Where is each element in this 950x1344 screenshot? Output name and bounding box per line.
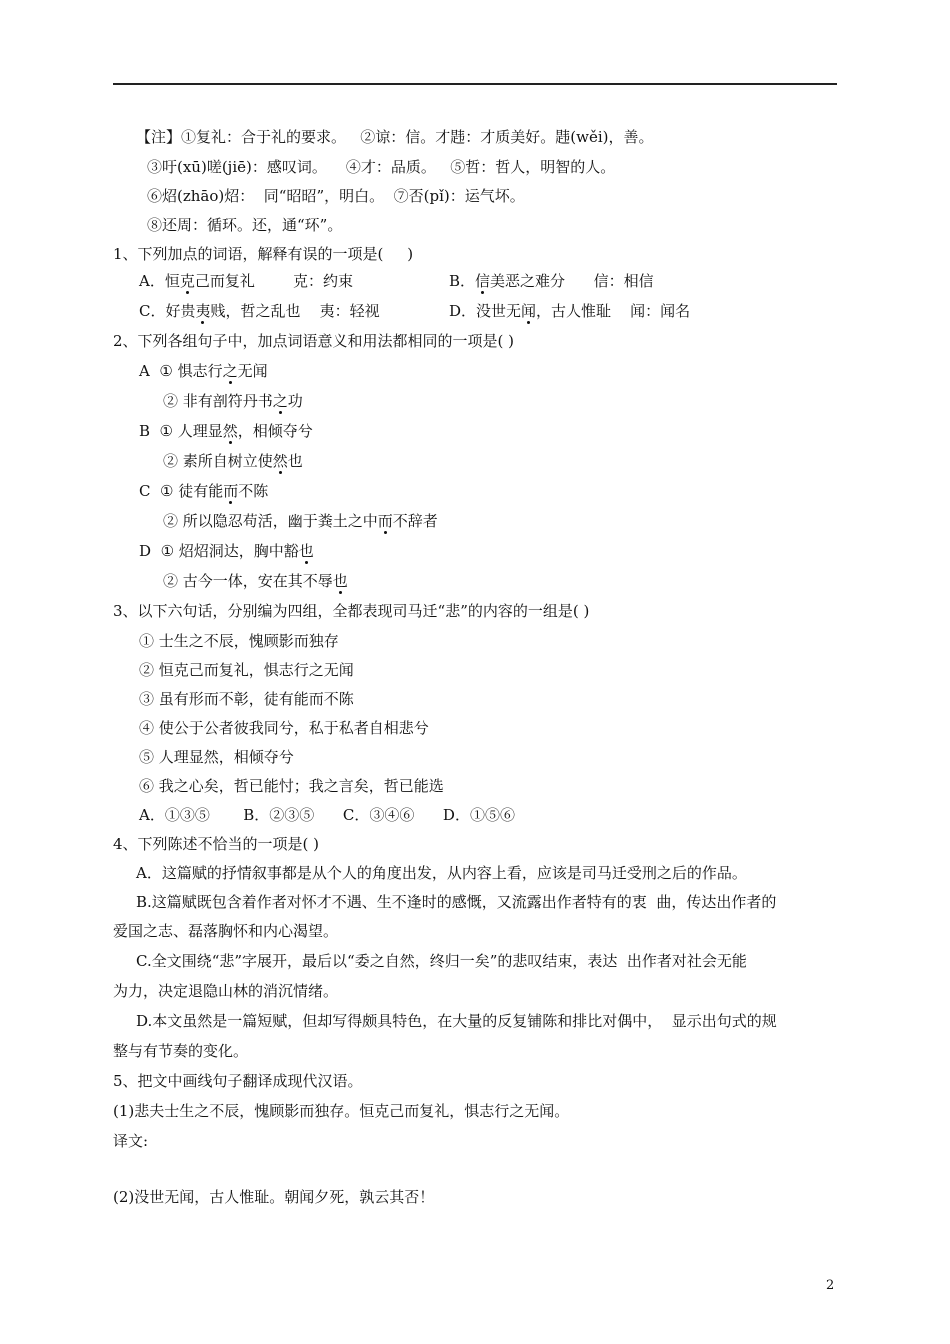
q1-option-d: D．没世无闻，古人惟耻 闻：闻名 xyxy=(449,302,691,320)
q4-option-d-line2: 整与有节奏的变化。 xyxy=(113,1042,249,1060)
q5-stem: 5、把文中画线句子翻译成现代汉语。 xyxy=(113,1072,363,1090)
emphasis-dot-char: 而 xyxy=(223,482,239,500)
q2-d1: D ① 炤炤洞达，胸中豁也 xyxy=(139,542,314,560)
q4-option-b-line1: B.这篇赋既包含着作者对怀才不遇、生不逢时的感慨，又流露出作者特有的衷 曲，传达出作者的 xyxy=(136,893,777,911)
note-line-4: ⑧还周：循环。还，通“环”。 xyxy=(147,216,343,234)
emphasis-dot-char: 也 xyxy=(332,572,348,590)
q4-option-a: A．这篇赋的抒情叙事都是从个人的角度出发，从内容上看，应该是司马迁受刑之后的作品。 xyxy=(136,864,747,882)
q4-option-b-line2: 爱国之志、磊落胸怀和内心渴望。 xyxy=(113,922,339,940)
q5-translation-label: 译文: xyxy=(113,1132,149,1150)
q5-sentence-2: (2)没世无闻，古人惟耻。朝闻夕死，孰云其否！ xyxy=(113,1188,435,1206)
q4-option-c-line2: 为力，决定退隐山林的消沉情绪。 xyxy=(113,982,339,1000)
emphasis-dot-char: 之 xyxy=(272,392,288,410)
emphasis-dot-char: 之 xyxy=(222,362,238,380)
q1-option-a: A．恒克己而复礼 克：约束 xyxy=(139,272,354,290)
note-line-2: ③吁(xū)嗟(jiē)：感叹词。 ④才：品质。 ⑤哲：哲人，明智的人。 xyxy=(147,158,616,176)
emphasis-dot-char: 信 xyxy=(475,272,491,290)
q2-a1: A ① 惧志行之无闻 xyxy=(139,362,268,380)
emphasis-dot-char: 然 xyxy=(272,452,288,470)
page-number: 2 xyxy=(826,1278,835,1293)
q2-b2: ② 素所自树立使然也 xyxy=(163,452,303,470)
emphasis-dot-char: 也 xyxy=(298,542,314,560)
emphasis-dot-char: 闻 xyxy=(521,302,537,320)
note-line-3: ⑥炤(zhāo)炤： 同“昭昭”，明白。 ⑦否(pǐ)：运气坏。 xyxy=(147,187,525,205)
q3-sentence-4: ④ 使公于公者彼我同兮，私于私者自相悲兮 xyxy=(139,719,429,737)
q3-stem: 3、以下六句话，分别编为四组，全都表现司马迁“悲”的内容的一组是( ) xyxy=(113,602,590,620)
q1-stem: 1、下列加点的词语，解释有误的一项是( ) xyxy=(113,245,414,263)
q3-sentence-5: ⑤ 人理显然，相倾夺兮 xyxy=(139,748,294,766)
q1-option-c: C．好贵夷贱，哲之乱也 夷：轻视 xyxy=(139,302,380,320)
q2-stem: 2、下列各组句子中，加点词语意义和用法都相同的一项是( ) xyxy=(113,332,515,350)
q4-option-d-line1: D.本文虽然是一篇短赋，但却写得颇具特色，在大量的反复铺陈和排比对偶中， 显示出句式的规 xyxy=(136,1012,777,1030)
q3-sentence-6: ⑥ 我之心矣，哲已能忖；我之言矣，哲已能选 xyxy=(139,777,444,795)
q2-a2: ② 非有剖符丹书之功 xyxy=(163,392,303,410)
q3-sentence-1: ① 士生之不辰，愧顾影而独存 xyxy=(139,632,339,650)
emphasis-dot-char: 而 xyxy=(377,512,393,530)
q4-stem: 4、下列陈述不恰当的一项是( ) xyxy=(113,835,320,853)
q1-option-b: B．信美恶之难分 信：相信 xyxy=(449,272,654,290)
emphasis-dot-char: 然 xyxy=(222,422,238,440)
q2-b1: B ① 人理显然，相倾夺兮 xyxy=(139,422,313,440)
header-rule xyxy=(113,83,837,85)
q2-d2: ② 古今一体，安在其不辱也 xyxy=(163,572,348,590)
note-line-1: 【注】①复礼：合于礼的要求。 ②谅：信。才韪：才质美好。韪(wěi)，善。 xyxy=(136,128,654,146)
q2-c2: ② 所以隐忍苟活，幽于粪土之中而不辞者 xyxy=(163,512,438,530)
q2-c1: C ① 徒有能而不陈 xyxy=(139,482,269,500)
emphasis-dot-char: 克 xyxy=(179,272,195,290)
q3-options: A．①③⑤ B．②③⑤ C．③④⑥ D．①⑤⑥ xyxy=(139,806,515,824)
emphasis-dot-char: 夷 xyxy=(195,302,211,320)
q3-sentence-2: ② 恒克己而复礼，惧志行之无闻 xyxy=(139,661,354,679)
q5-sentence-1: (1)悲夫士生之不辰，愧顾影而独存。恒克己而复礼，惧志行之无闻。 xyxy=(113,1102,570,1120)
q3-sentence-3: ③ 虽有形而不彰，徒有能而不陈 xyxy=(139,690,354,708)
q4-option-c-line1: C.全文围绕“悲”字展开，最后以“委之自然，终归一矣”的悲叹结束，表达 出作者对社会无能 xyxy=(136,952,747,970)
